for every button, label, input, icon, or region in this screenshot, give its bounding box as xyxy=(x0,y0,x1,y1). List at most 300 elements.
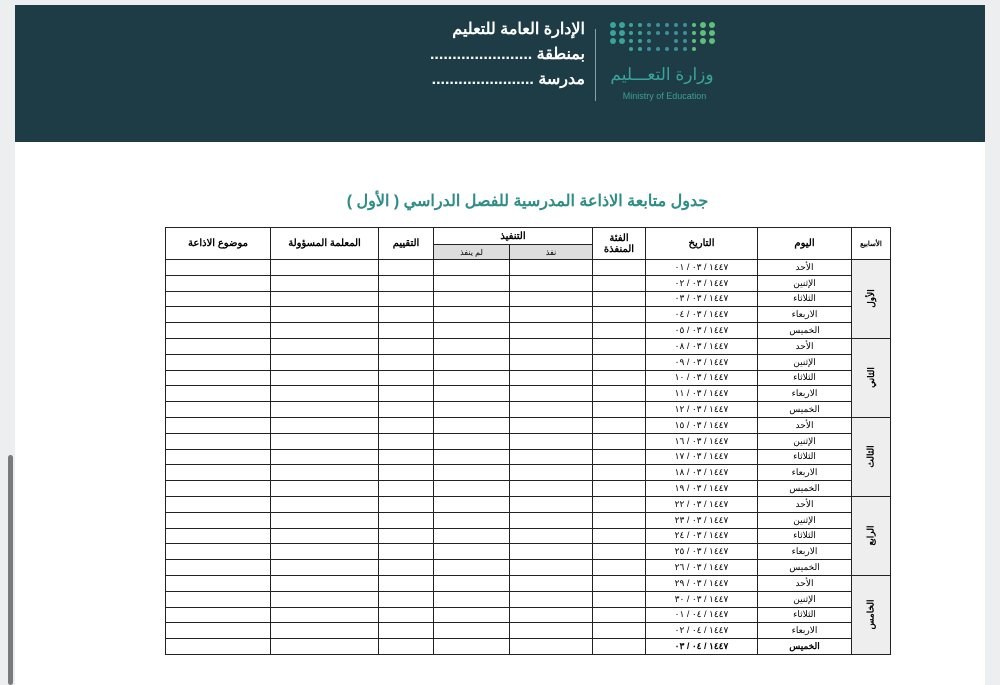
table-row xyxy=(166,591,891,607)
date-cell: ١٤٤٧ / ٠٣ / ١٧ xyxy=(646,449,758,465)
date-cell: ١٤٤٧ / ٠٣ / ٠٢ xyxy=(646,275,758,291)
rating-cell[interactable] xyxy=(379,512,434,528)
document-page xyxy=(15,5,985,685)
table-row xyxy=(166,575,891,591)
logo-dot xyxy=(665,31,669,35)
day-cell: الاربعاء xyxy=(758,623,852,639)
topic-cell[interactable] xyxy=(166,560,271,576)
done-cell[interactable] xyxy=(510,354,593,370)
week-label xyxy=(852,417,891,496)
date-cell: ١٤٤٧ / ٠٤ / ٠٣ xyxy=(646,639,758,655)
ministry-logo xyxy=(607,19,722,109)
date-cell: ١٤٤٧ / ٠٣ / ١٥ xyxy=(646,417,758,433)
topic-cell[interactable] xyxy=(166,417,271,433)
day-cell: الاربعاء xyxy=(758,465,852,481)
teacher-cell[interactable] xyxy=(271,481,379,497)
table-row xyxy=(166,433,891,449)
table-row xyxy=(166,260,891,276)
rating-cell[interactable] xyxy=(379,402,434,418)
table-row xyxy=(166,512,891,528)
logo-dot xyxy=(647,47,651,51)
logo-dot xyxy=(683,39,687,43)
done-cell[interactable] xyxy=(510,307,593,323)
rating-cell[interactable] xyxy=(379,307,434,323)
not-done-cell[interactable] xyxy=(434,260,510,276)
logo-dot xyxy=(638,31,642,35)
topic-cell[interactable] xyxy=(166,260,271,276)
logo-dot xyxy=(665,23,669,27)
group-cell[interactable] xyxy=(593,560,646,576)
teacher-cell[interactable] xyxy=(271,323,379,339)
date-cell: ١٤٤٧ / ٠٣ / ٢٦ xyxy=(646,560,758,576)
done-cell[interactable] xyxy=(510,560,593,576)
group-cell[interactable] xyxy=(593,575,646,591)
topic-cell[interactable] xyxy=(166,370,271,386)
table-row xyxy=(166,354,891,370)
teacher-cell[interactable] xyxy=(271,307,379,323)
date-cell: ١٤٤٧ / ٠٣ / ٢٩ xyxy=(646,575,758,591)
group-cell[interactable] xyxy=(593,370,646,386)
rating-cell[interactable] xyxy=(379,433,434,449)
teacher-cell[interactable] xyxy=(271,528,379,544)
not-done-cell[interactable] xyxy=(434,449,510,465)
logo-dot xyxy=(674,39,678,43)
table-row xyxy=(166,623,891,639)
done-cell[interactable] xyxy=(510,496,593,512)
group-cell[interactable] xyxy=(593,433,646,449)
day-cell: الاربعاء xyxy=(758,544,852,560)
teacher-cell[interactable] xyxy=(271,575,379,591)
done-cell[interactable] xyxy=(510,623,593,639)
table-row xyxy=(166,338,891,354)
day-cell: الثلاثاء xyxy=(758,370,852,386)
teacher-cell[interactable] xyxy=(271,433,379,449)
col-done: نفذ xyxy=(510,245,593,260)
logo-dot xyxy=(692,31,696,35)
topic-cell[interactable] xyxy=(166,575,271,591)
not-done-cell[interactable] xyxy=(434,323,510,339)
teacher-cell[interactable] xyxy=(271,417,379,433)
rating-cell[interactable] xyxy=(379,370,434,386)
logo-dot xyxy=(692,23,696,27)
topic-cell[interactable] xyxy=(166,307,271,323)
done-cell[interactable] xyxy=(510,512,593,528)
school-label: مدرسة ....................... xyxy=(431,71,585,88)
logo-dot xyxy=(674,47,678,51)
done-cell[interactable] xyxy=(510,291,593,307)
col-weeks: الأسابيع xyxy=(852,228,891,260)
not-done-cell[interactable] xyxy=(434,639,510,655)
group-cell[interactable] xyxy=(593,544,646,560)
table-row xyxy=(166,386,891,402)
week-label xyxy=(852,496,891,575)
logo-dots-icon xyxy=(607,19,722,64)
day-cell: الخميس xyxy=(758,639,852,655)
done-cell[interactable] xyxy=(510,528,593,544)
logo-dot xyxy=(692,39,696,43)
logo-dot xyxy=(656,23,660,27)
not-done-cell[interactable] xyxy=(434,623,510,639)
table-row xyxy=(166,465,891,481)
rating-cell[interactable] xyxy=(379,417,434,433)
rating-cell[interactable] xyxy=(379,607,434,623)
rating-cell[interactable] xyxy=(379,560,434,576)
logo-dot xyxy=(629,39,633,43)
day-cell: الإثنين xyxy=(758,275,852,291)
rating-cell[interactable] xyxy=(379,575,434,591)
date-cell: ١٤٤٧ / ٠٣ / ١١ xyxy=(646,386,758,402)
logo-dot xyxy=(700,30,706,36)
rating-cell[interactable] xyxy=(379,354,434,370)
day-cell: الثلاثاء xyxy=(758,607,852,623)
group-cell[interactable] xyxy=(593,275,646,291)
rating-cell[interactable] xyxy=(379,323,434,339)
done-cell[interactable] xyxy=(510,275,593,291)
date-cell: ١٤٤٧ / ٠٣ / ٢٥ xyxy=(646,544,758,560)
done-cell[interactable] xyxy=(510,370,593,386)
done-cell[interactable] xyxy=(510,591,593,607)
teacher-cell[interactable] xyxy=(271,544,379,560)
not-done-cell[interactable] xyxy=(434,386,510,402)
teacher-cell[interactable] xyxy=(271,496,379,512)
date-cell: ١٤٤٧ / ٠٣ / ٢٢ xyxy=(646,496,758,512)
group-cell[interactable] xyxy=(593,260,646,276)
day-cell: الثلاثاء xyxy=(758,449,852,465)
not-done-cell[interactable] xyxy=(434,544,510,560)
date-cell: ١٤٤٧ / ٠٣ / ١٠ xyxy=(646,370,758,386)
day-cell: الخميس xyxy=(758,481,852,497)
topic-cell[interactable] xyxy=(166,386,271,402)
topic-cell[interactable] xyxy=(166,449,271,465)
teacher-cell[interactable] xyxy=(271,449,379,465)
topic-cell[interactable] xyxy=(166,402,271,418)
topic-cell[interactable] xyxy=(166,528,271,544)
not-done-cell[interactable] xyxy=(434,370,510,386)
group-cell[interactable] xyxy=(593,449,646,465)
logo-dot xyxy=(674,23,678,27)
date-cell: ١٤٤٧ / ٠٣ / ١٦ xyxy=(646,433,758,449)
day-cell: الخميس xyxy=(758,402,852,418)
rating-cell[interactable] xyxy=(379,639,434,655)
topic-cell[interactable] xyxy=(166,354,271,370)
topic-cell[interactable] xyxy=(166,639,271,655)
done-cell[interactable] xyxy=(510,338,593,354)
teacher-cell[interactable] xyxy=(271,370,379,386)
topic-cell[interactable] xyxy=(166,275,271,291)
logo-dot xyxy=(683,47,687,51)
table-row xyxy=(166,544,891,560)
date-cell: ١٤٤٧ / ٠٤ / ٠٢ xyxy=(646,623,758,639)
not-done-cell[interactable] xyxy=(434,528,510,544)
not-done-cell[interactable] xyxy=(434,433,510,449)
day-cell: الإثنين xyxy=(758,591,852,607)
teacher-cell[interactable] xyxy=(271,275,379,291)
logo-dot xyxy=(683,23,687,27)
day-cell: الاربعاء xyxy=(758,386,852,402)
day-cell: الخميس xyxy=(758,323,852,339)
date-cell: ١٤٤٧ / ٠٣ / ٠٤ xyxy=(646,307,758,323)
week-label xyxy=(852,575,891,654)
done-cell[interactable] xyxy=(510,481,593,497)
teacher-cell[interactable] xyxy=(271,465,379,481)
logo-dot xyxy=(674,31,678,35)
page-header xyxy=(15,5,985,142)
rating-cell[interactable] xyxy=(379,291,434,307)
date-cell: ١٤٤٧ / ٠٣ / ٣٠ xyxy=(646,591,758,607)
day-cell: الإثنين xyxy=(758,354,852,370)
not-done-cell[interactable] xyxy=(434,417,510,433)
region-label: بمنطقة ....................... xyxy=(429,46,585,63)
group-cell[interactable] xyxy=(593,307,646,323)
table-row xyxy=(166,607,891,623)
teacher-cell[interactable] xyxy=(271,591,379,607)
date-cell: ١٤٤٧ / ٠٣ / ٢٣ xyxy=(646,512,758,528)
week-label xyxy=(852,260,891,339)
topic-cell[interactable] xyxy=(166,323,271,339)
day-cell: الأحد xyxy=(758,338,852,354)
done-cell[interactable] xyxy=(510,417,593,433)
logo-dot xyxy=(700,38,706,44)
col-date: التاريخ xyxy=(646,228,758,260)
done-cell[interactable] xyxy=(510,607,593,623)
group-cell[interactable] xyxy=(593,323,646,339)
header-text xyxy=(430,17,585,92)
table-row xyxy=(166,639,891,655)
date-cell: ١٤٤٧ / ٠٣ / ١٩ xyxy=(646,481,758,497)
date-cell: ١٤٤٧ / ٠٣ / ١٨ xyxy=(646,465,758,481)
scrollbar[interactable] xyxy=(8,455,13,685)
rating-cell[interactable] xyxy=(379,449,434,465)
teacher-cell[interactable] xyxy=(271,260,379,276)
logo-dot xyxy=(619,38,625,44)
col-teacher: المعلمة المسؤولة xyxy=(271,228,379,260)
group-cell[interactable] xyxy=(593,512,646,528)
logo-dot xyxy=(629,47,633,51)
logo-dot xyxy=(709,30,715,36)
logo-dot xyxy=(709,22,715,28)
date-cell: ١٤٤٧ / ٠٣ / ٠٥ xyxy=(646,323,758,339)
col-rating: التقييم xyxy=(379,228,434,260)
table-row xyxy=(166,481,891,497)
not-done-cell[interactable] xyxy=(434,607,510,623)
topic-cell[interactable] xyxy=(166,465,271,481)
broadcast-table xyxy=(165,227,891,655)
col-group: الفئة المنفذة xyxy=(593,228,646,260)
teacher-cell[interactable] xyxy=(271,639,379,655)
table-row xyxy=(166,291,891,307)
logo-dot xyxy=(610,38,616,44)
logo-dot xyxy=(700,22,706,28)
logo-dot xyxy=(638,39,642,43)
group-cell[interactable] xyxy=(593,291,646,307)
logo-dot xyxy=(610,30,616,36)
table-row xyxy=(166,496,891,512)
table-row xyxy=(166,417,891,433)
rating-cell[interactable] xyxy=(379,496,434,512)
logo-dot xyxy=(709,38,715,44)
rating-cell[interactable] xyxy=(379,260,434,276)
logo-dot xyxy=(619,22,625,28)
not-done-cell[interactable] xyxy=(434,465,510,481)
logo-dot xyxy=(638,47,642,51)
done-cell[interactable] xyxy=(510,575,593,591)
group-cell[interactable] xyxy=(593,528,646,544)
table-row xyxy=(166,370,891,386)
done-cell[interactable] xyxy=(510,449,593,465)
day-cell: الاربعاء xyxy=(758,307,852,323)
logo-dot xyxy=(656,31,660,35)
group-cell[interactable] xyxy=(593,591,646,607)
col-execution: التنفيذ xyxy=(434,228,593,245)
not-done-cell[interactable] xyxy=(434,496,510,512)
logo-arabic-text: وزارة التعـــليم xyxy=(610,65,714,84)
done-cell[interactable] xyxy=(510,433,593,449)
date-cell: ١٤٤٧ / ٠٣ / ٠٩ xyxy=(646,354,758,370)
day-cell: الخميس xyxy=(758,560,852,576)
done-cell[interactable] xyxy=(510,386,593,402)
group-cell[interactable] xyxy=(593,402,646,418)
table-row xyxy=(166,449,891,465)
done-cell[interactable] xyxy=(510,260,593,276)
topic-cell[interactable] xyxy=(166,512,271,528)
col-day: اليوم xyxy=(758,228,852,260)
week-label-text: الأول xyxy=(865,289,876,309)
done-cell[interactable] xyxy=(510,639,593,655)
logo-dot xyxy=(665,47,669,51)
date-cell: ١٤٤٧ / ٠٣ / ٠٣ xyxy=(646,291,758,307)
not-done-cell[interactable] xyxy=(434,591,510,607)
topic-cell[interactable] xyxy=(166,291,271,307)
group-cell[interactable] xyxy=(593,639,646,655)
date-cell: ١٤٤٧ / ٠٣ / ٢٤ xyxy=(646,528,758,544)
logo-dot xyxy=(629,23,633,27)
teacher-cell[interactable] xyxy=(271,512,379,528)
group-cell[interactable] xyxy=(593,386,646,402)
teacher-cell[interactable] xyxy=(271,386,379,402)
logo-dot xyxy=(647,31,651,35)
done-cell[interactable] xyxy=(510,402,593,418)
week-label-text: الرابع xyxy=(865,525,876,546)
topic-cell[interactable] xyxy=(166,496,271,512)
rating-cell[interactable] xyxy=(379,386,434,402)
date-cell: ١٤٤٧ / ٠٤ / ٠١ xyxy=(646,607,758,623)
group-cell[interactable] xyxy=(593,623,646,639)
topic-cell[interactable] xyxy=(166,338,271,354)
rating-cell[interactable] xyxy=(379,623,434,639)
rating-cell[interactable] xyxy=(379,528,434,544)
teacher-cell[interactable] xyxy=(271,607,379,623)
not-done-cell[interactable] xyxy=(434,481,510,497)
teacher-cell[interactable] xyxy=(271,402,379,418)
not-done-cell[interactable] xyxy=(434,575,510,591)
table-row xyxy=(166,323,891,339)
day-cell: الأحد xyxy=(758,496,852,512)
table-row xyxy=(166,402,891,418)
page-title: جدول متابعة الاذاعة المدرسية للفصل الدراسي ( الأول ) xyxy=(346,193,709,210)
date-cell: ١٤٤٧ / ٠٣ / ٠١ xyxy=(646,260,758,276)
group-cell[interactable] xyxy=(593,354,646,370)
logo-dot xyxy=(647,39,651,43)
group-cell[interactable] xyxy=(593,481,646,497)
day-cell: الثلاثاء xyxy=(758,291,852,307)
not-done-cell[interactable] xyxy=(434,291,510,307)
done-cell[interactable] xyxy=(510,465,593,481)
logo-dot xyxy=(683,31,687,35)
teacher-cell[interactable] xyxy=(271,291,379,307)
topic-cell[interactable] xyxy=(166,544,271,560)
date-cell: ١٤٤٧ / ٠٣ / ١٢ xyxy=(646,402,758,418)
group-cell[interactable] xyxy=(593,465,646,481)
week-label-text: الخامس xyxy=(865,599,876,630)
week-label-text: الثاني xyxy=(865,367,876,389)
rating-cell[interactable] xyxy=(379,338,434,354)
topic-cell[interactable] xyxy=(166,481,271,497)
day-cell: الأحد xyxy=(758,575,852,591)
group-cell[interactable] xyxy=(593,417,646,433)
logo-dot xyxy=(647,23,651,27)
table-row xyxy=(166,275,891,291)
not-done-cell[interactable] xyxy=(434,338,510,354)
not-done-cell[interactable] xyxy=(434,402,510,418)
group-cell[interactable] xyxy=(593,607,646,623)
logo-dot xyxy=(629,31,633,35)
week-label-text: الثالث xyxy=(865,445,876,469)
week-label xyxy=(852,338,891,417)
logo-dot xyxy=(692,47,696,51)
rating-cell[interactable] xyxy=(379,465,434,481)
teacher-cell[interactable] xyxy=(271,354,379,370)
logo-dot xyxy=(619,30,625,36)
table-row xyxy=(166,307,891,323)
topic-cell[interactable] xyxy=(166,591,271,607)
day-cell: الثلاثاء xyxy=(758,528,852,544)
group-cell[interactable] xyxy=(593,338,646,354)
logo-dot xyxy=(656,47,660,51)
done-cell[interactable] xyxy=(510,544,593,560)
directorate-label: الإدارة العامة للتعليم xyxy=(452,21,585,38)
day-cell: الأحد xyxy=(758,417,852,433)
rating-cell[interactable] xyxy=(379,591,434,607)
not-done-cell[interactable] xyxy=(434,560,510,576)
col-not-done: لم ينفذ xyxy=(434,245,510,260)
day-cell: الأحد xyxy=(758,260,852,276)
rating-cell[interactable] xyxy=(379,275,434,291)
group-cell[interactable] xyxy=(593,496,646,512)
header-divider xyxy=(595,29,596,101)
rating-cell[interactable] xyxy=(379,544,434,560)
logo-english-text: Ministry of Education xyxy=(622,91,707,101)
not-done-cell[interactable] xyxy=(434,275,510,291)
topic-cell[interactable] xyxy=(166,433,271,449)
day-cell: الإثنين xyxy=(758,433,852,449)
logo-dot xyxy=(638,23,642,27)
col-topic: موضوع الاذاعة xyxy=(166,228,271,260)
teacher-cell[interactable] xyxy=(271,560,379,576)
date-cell: ١٤٤٧ / ٠٣ / ٠٨ xyxy=(646,338,758,354)
done-cell[interactable] xyxy=(510,323,593,339)
topic-cell[interactable] xyxy=(166,623,271,639)
not-done-cell[interactable] xyxy=(434,354,510,370)
rating-cell[interactable] xyxy=(379,481,434,497)
topic-cell[interactable] xyxy=(166,607,271,623)
not-done-cell[interactable] xyxy=(434,307,510,323)
table-row xyxy=(166,528,891,544)
teacher-cell[interactable] xyxy=(271,623,379,639)
not-done-cell[interactable] xyxy=(434,512,510,528)
table-row xyxy=(166,560,891,576)
teacher-cell[interactable] xyxy=(271,338,379,354)
logo-dot xyxy=(610,22,616,28)
